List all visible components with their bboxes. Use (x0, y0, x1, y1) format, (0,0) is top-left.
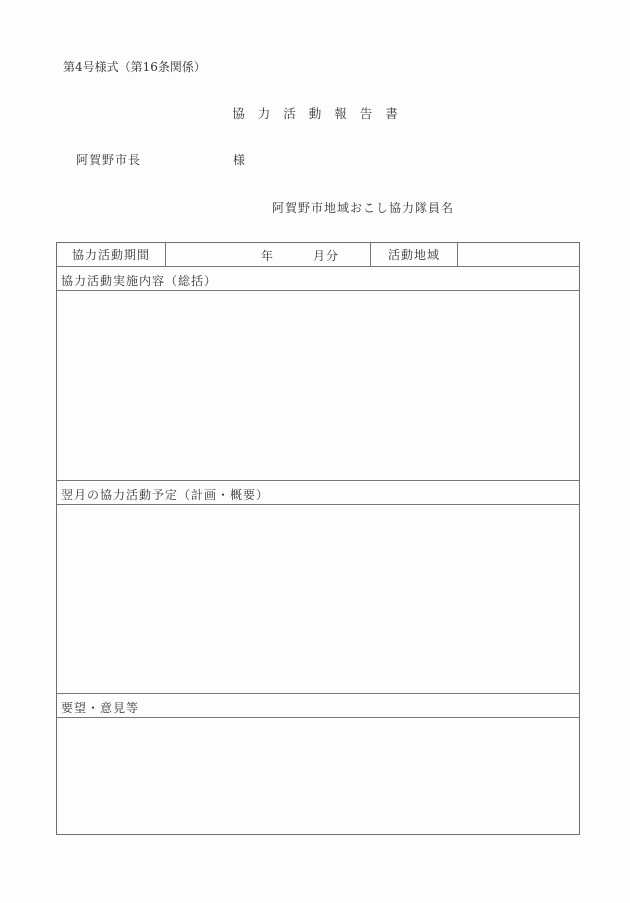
section-label-requests-opinions: 要望・意見等 (61, 701, 140, 715)
title-char: 報 (334, 106, 347, 121)
title-char: 力 (257, 106, 271, 121)
section-header (57, 267, 579, 291)
member-name-label: 阿賀野市地域おこし協力隊員名 (272, 201, 455, 215)
period-row (57, 243, 579, 267)
next-month-plan-field[interactable] (57, 505, 579, 694)
section-label-next-month-plan: 翌月の協力活動予定（計画・概要） (61, 488, 270, 502)
title-char: 動 (308, 106, 322, 121)
period-label: 協力活動期間 (57, 243, 166, 266)
title-char: 協 (232, 106, 245, 121)
year-label: 年 (261, 249, 274, 263)
month-label: 月分 (313, 249, 340, 263)
form-number: 第4号様式（第16条関係） (63, 60, 206, 74)
honorific: 様 (233, 153, 246, 167)
title-char: 告 (359, 106, 373, 121)
title-char: 書 (385, 106, 398, 121)
addressee: 阿賀野市長 (76, 153, 142, 167)
region-field[interactable] (458, 243, 580, 266)
requests-opinions-field[interactable] (57, 718, 579, 834)
title-char: 活 (283, 106, 296, 121)
report-table (56, 242, 580, 835)
section-header (57, 694, 579, 718)
period-field[interactable] (166, 243, 371, 266)
section-header (57, 481, 579, 505)
activity-summary-field[interactable] (57, 291, 579, 481)
section-label-activity-summary: 協力活動実施内容（総括） (61, 274, 218, 288)
region-label: 活動地域 (371, 243, 458, 266)
document-title (0, 104, 630, 122)
